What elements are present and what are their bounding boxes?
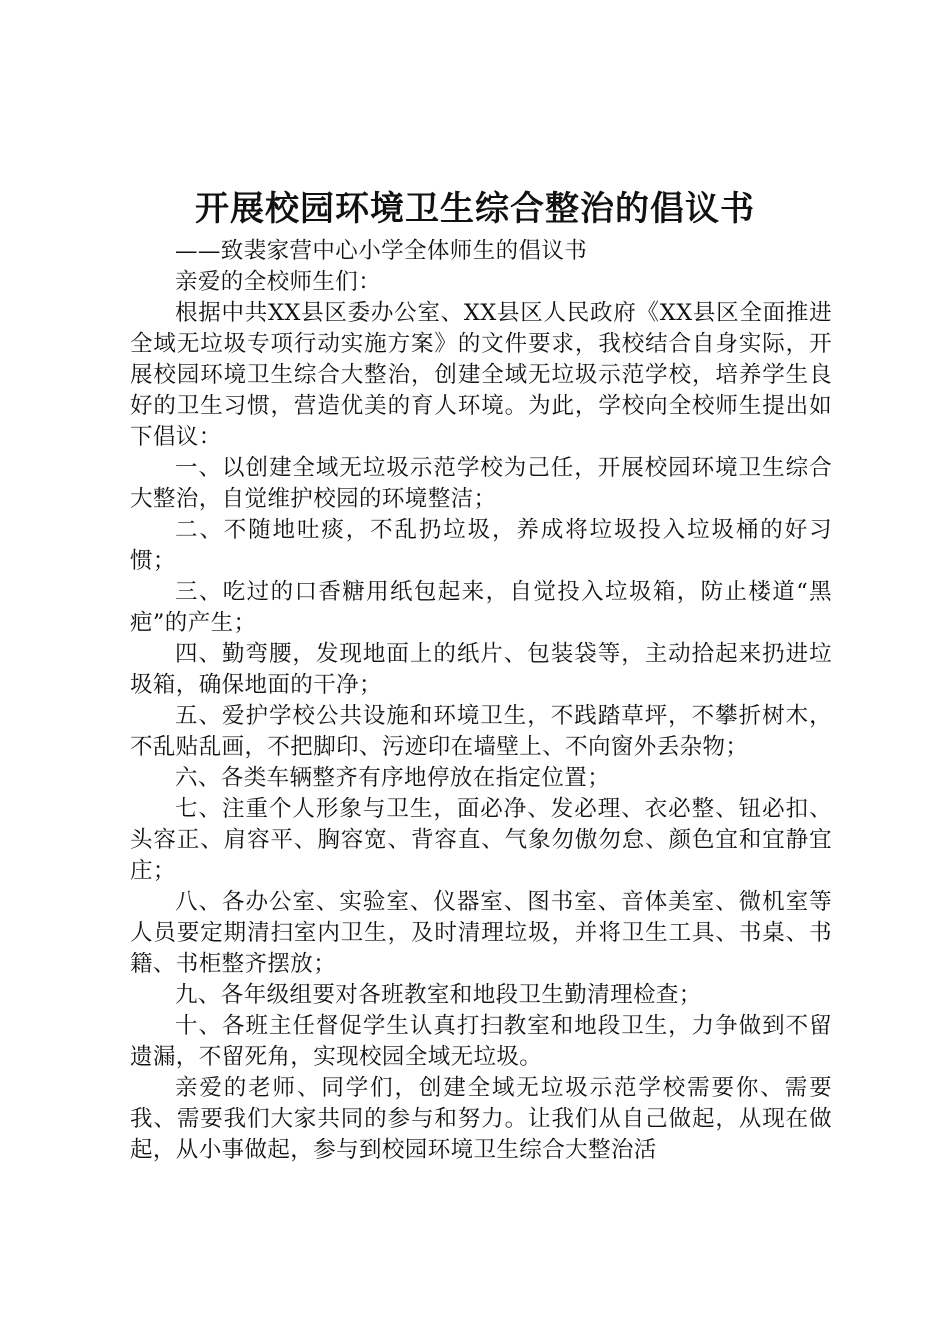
proposal-item-7: 七、注重个人形象与卫生，面必净、发必理、衣必整、钮必扣、头容正、肩容平、胸容宽、背容直、气象勿傲勿怠、颜色宜和宜静宜庄； xyxy=(130,796,832,884)
proposal-item-2: 二、不随地吐痰，不乱扔垃圾，养成将垃圾投入垃圾桶的好习惯； xyxy=(130,517,832,574)
proposal-item-1: 一、以创建全域无垃圾示范学校为己任，开展校园环境卫生综合大整治，自觉维护校园的环境整洁； xyxy=(130,455,832,512)
proposal-item-4: 四、勤弯腰，发现地面上的纸片、包装袋等，主动拾起来扔进垃圾箱，确保地面的干净； xyxy=(130,641,832,698)
document-body xyxy=(130,236,832,1166)
proposal-item-9: 九、各年级组要对各班教室和地段卫生勤清理检查； xyxy=(175,982,702,1008)
document-subtitle: ——致裴家营中心小学全体师生的倡议书 xyxy=(175,238,588,264)
salutation: 亲爱的全校师生们： xyxy=(175,269,382,295)
proposal-item-6: 六、各类车辆整齐有序地停放在指定位置； xyxy=(175,765,611,791)
document-title: 开展校园环境卫生综合整治的倡议书 xyxy=(195,189,755,229)
proposal-item-3: 三、吃过的口香糖用纸包起来，自觉投入垃圾箱，防止楼道“黑疤”的产生； xyxy=(130,579,832,636)
proposal-item-5: 五、爱护学校公共设施和环境卫生，不践踏草坪，不攀折树木，不乱贴乱画，不把脚印、污迹印在墙壁上、不向窗外丢杂物； xyxy=(130,703,832,760)
proposal-item-8: 八、各办公室、实验室、仪器室、图书室、音体美室、微机室等人员要定期清扫室内卫生，及时清理垃圾，并将卫生工具、书桌、书籍、书柜整齐摆放； xyxy=(130,889,832,977)
proposal-item-10: 十、各班主任督促学生认真打扫教室和地段卫生，力争做到不留遗漏，不留死角，实现校园全域无垃圾。 xyxy=(130,1013,832,1070)
paragraph-intro: 根据中共XX县区委办公室、XX县区人民政府《XX县区全面推进全域无垃圾专项行动实施方案》的文件要求，我校结合自身实际，开展校园环境卫生综合大整治，创建全域无垃圾示范学校，培养学生良好的卫生习惯，营造优美的育人环境。为此，学校向全校师生提出如下倡议： xyxy=(130,300,832,450)
paragraph-closing: 亲爱的老师、同学们，创建全域无垃圾示范学校需要你、需要我、需要我们大家共同的参与和努力。让我们从自己做起，从现在做起，从小事做起，参与到校园环境卫生综合大整治活 xyxy=(130,1075,832,1163)
